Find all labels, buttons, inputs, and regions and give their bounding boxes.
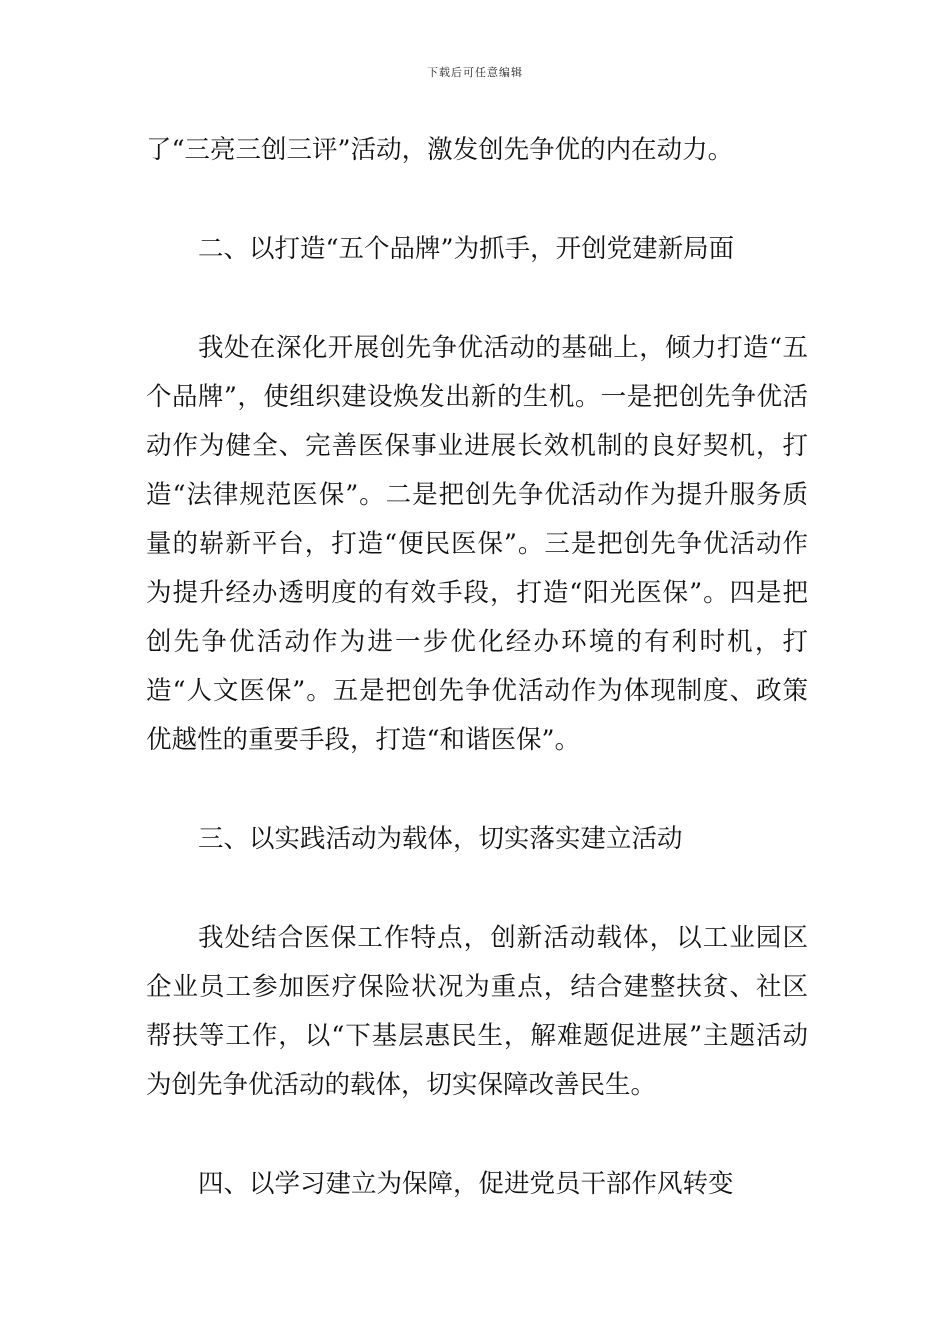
section-heading-4: 四、以学习建立为保障，促进党员干部作风转变 [198,1169,734,1199]
paragraph-section-2: 我处在深化开展创先争优活动的基础上，倾力打造“五个品牌”，使组织建设焕发出新的生机。一是把创先争优活动作为健全、完善医保事业进展长效机制的良好契机，打造“法律规范医保”。二是把创先争优活动作为提升服务质量的崭新平台，打造“便民医保”。三是把创先争优活动作为提升经办透明度的有效手段，打造“阳光医保”。四是把创先争优活动作为进一步优化经办环境的有利时机，打造“人文医保”。五是把创先争优活动作为体现制度、政策优越性的重要手段，打造“和谐医保”。 [146,333,808,755]
paragraph-section-3: 我处结合医保工作特点，创新活动载体，以工业园区企业员工参加医疗保险状况为重点，结合建整扶贫、社区帮扶等工作，以“下基层惠民生，解难题促进展”主题活动为创先争优活动的载体，切实保障改善民生。 [146,923,808,1100]
header-note: 下载后可任意编辑 [427,66,523,79]
section-heading-2: 二、以打造“五个品牌”为抓手，开创党建新局面 [198,234,735,264]
paragraph-continued: 了“三亮三创三评”活动，激发创先争优的内在动力。 [146,135,734,165]
document-body [146,126,808,1209]
section-heading-3: 三、以实践活动为载体，切实落实建立活动 [198,824,683,854]
